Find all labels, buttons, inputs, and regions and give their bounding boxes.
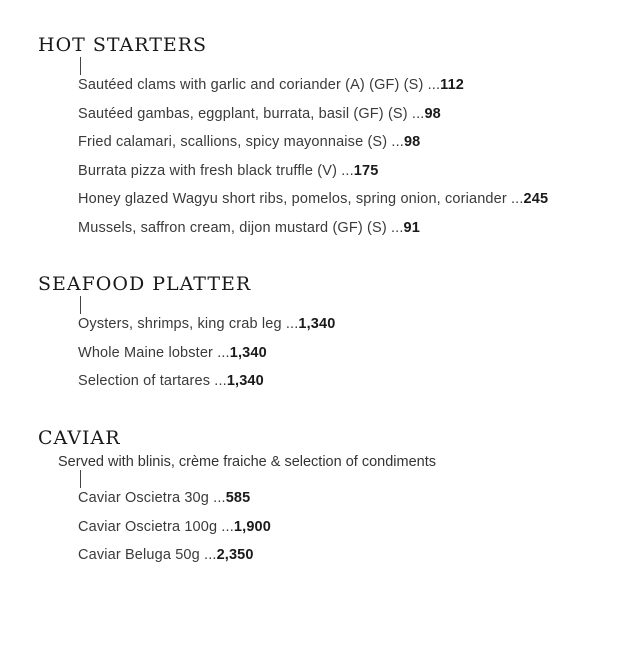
- item-name: Whole Maine lobster ...: [78, 344, 230, 361]
- item-name: Mussels, saffron cream, dijon mustard (GF) (S) ...: [78, 219, 404, 236]
- item-name: Caviar Beluga 50g ...: [78, 547, 217, 564]
- divider: [80, 296, 81, 314]
- section-title: HOT STARTERS: [38, 34, 208, 56]
- item-price: 1,340: [226, 373, 264, 390]
- menu-item: [78, 548, 271, 577]
- menu-item: [78, 192, 548, 221]
- item-price: 112: [440, 77, 464, 93]
- item-price: 91: [403, 219, 420, 236]
- item-name: Sautéed gambas, eggplant, burrata, basil (GF) (S) ...: [78, 105, 425, 122]
- menu-list: [78, 317, 335, 403]
- item-price: 175: [353, 162, 379, 179]
- menu-item: [78, 374, 335, 403]
- menu-item: [78, 491, 271, 520]
- item-name: Burrata pizza with fresh black truffle (V) ...: [78, 162, 354, 179]
- item-price: 1,340: [298, 316, 336, 332]
- menu-item: [78, 221, 548, 250]
- item-price: 245: [523, 191, 549, 208]
- item-name: Caviar Oscietra 100g ...: [78, 518, 234, 535]
- menu-item: [78, 317, 335, 346]
- menu-item: [78, 78, 548, 107]
- item-price: 1,900: [233, 518, 271, 535]
- item-price: 585: [225, 490, 251, 506]
- divider: [80, 57, 81, 75]
- item-name: Selection of tartares ...: [78, 373, 227, 390]
- item-price: 98: [424, 105, 441, 122]
- item-name: Caviar Oscietra 30g ...: [78, 490, 226, 506]
- menu-item: [78, 164, 548, 193]
- section-subtitle: Served with blinis, crème fraiche & selection of condiments: [58, 454, 436, 470]
- menu-list: [78, 78, 548, 250]
- section-title: SEAFOOD PLATTER: [38, 273, 252, 295]
- menu-item: [78, 107, 548, 136]
- item-price: 2,350: [216, 547, 254, 564]
- item-price: 1,340: [229, 344, 267, 361]
- menu-list: [78, 491, 271, 577]
- item-price: 98: [403, 134, 421, 151]
- item-name: Fried calamari, scallions, spicy mayonnaise (S) ...: [78, 134, 404, 151]
- item-name: Sautéed clams with garlic and coriander (A) (GF) (S) ...: [78, 77, 441, 93]
- menu-item: [78, 135, 548, 164]
- section-title: CAVIAR: [38, 427, 121, 449]
- item-name: Honey glazed Wagyu short ribs, pomelos, spring onion, coriander ...: [78, 191, 524, 208]
- menu-item: [78, 520, 271, 549]
- item-name: Oysters, shrimps, king crab leg ...: [78, 316, 299, 332]
- divider: [80, 470, 81, 488]
- menu-item: [78, 346, 335, 375]
